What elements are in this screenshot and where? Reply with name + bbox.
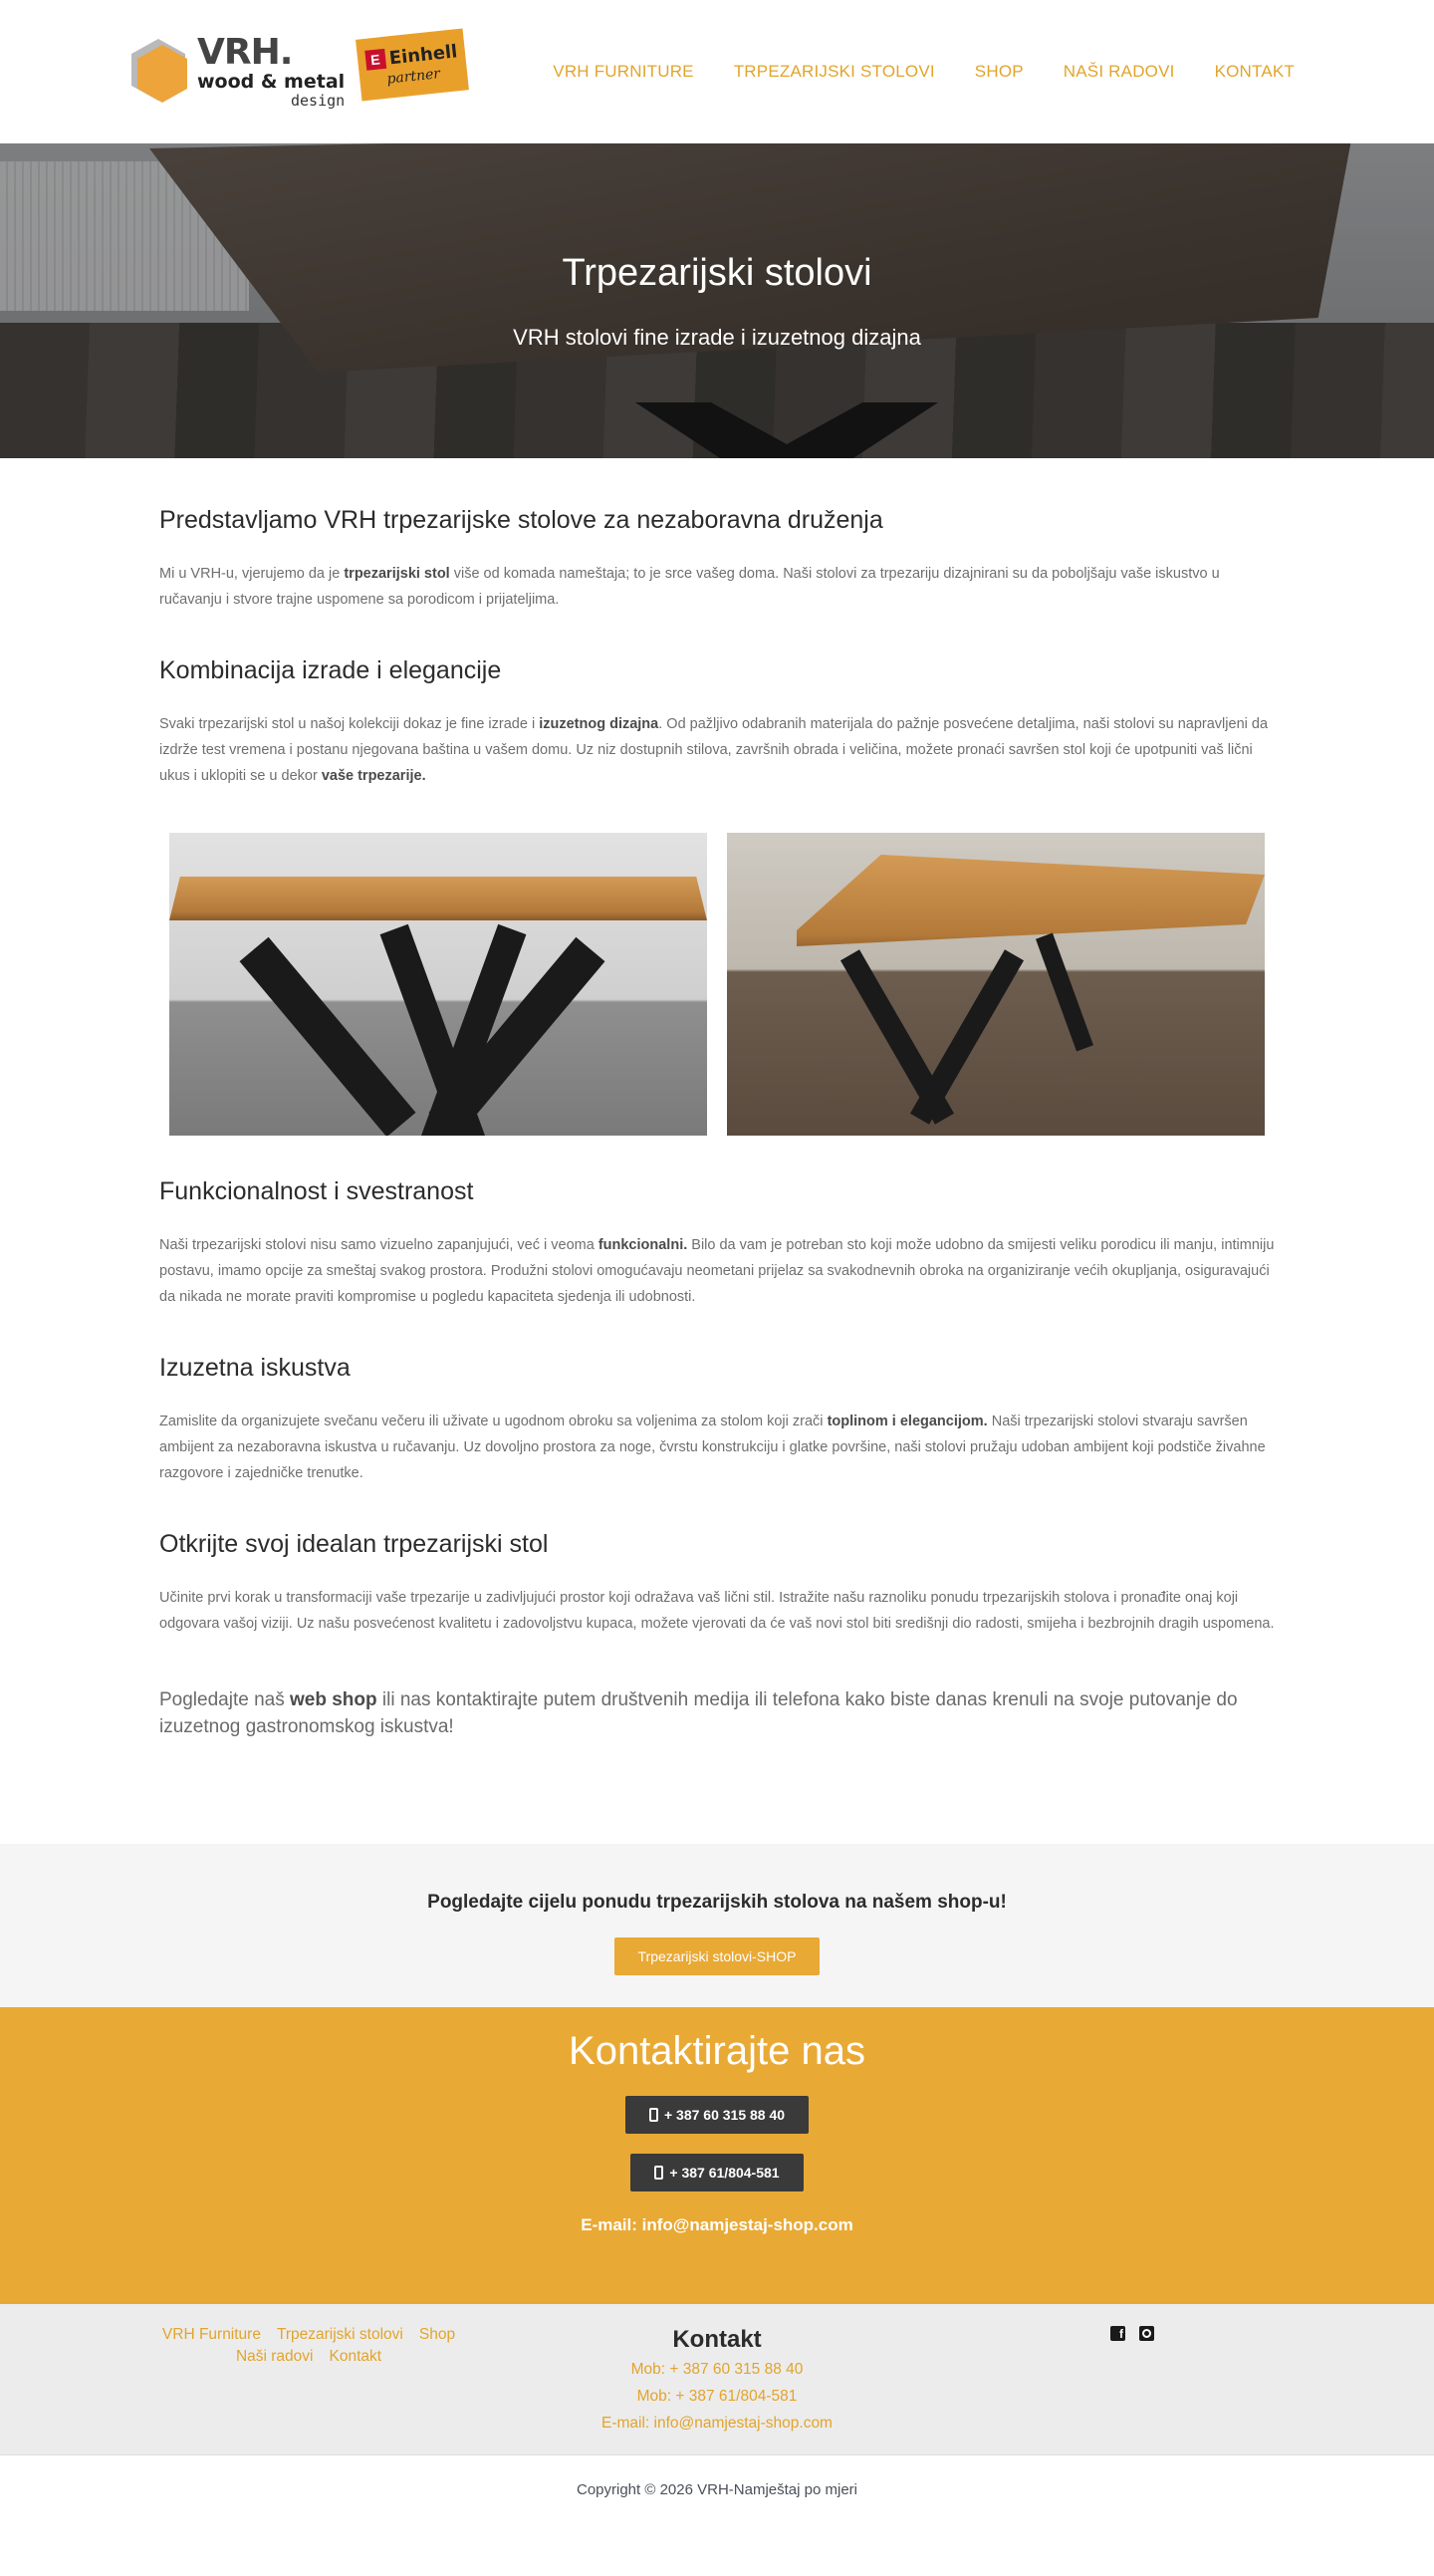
einhell-logo-icon: E [364,49,386,71]
social-links [956,2326,1434,2454]
hero-banner [0,143,1434,458]
footer-mob-2[interactable]: Mob: + 387 61/804-581 [636,2388,798,2405]
main-content [0,458,1434,1810]
product-gallery [159,833,1275,1136]
site-header [0,0,1434,143]
hero-title: Trpezarijski stolovi [562,251,872,294]
section-heading: Otkrijte svoj idealan trpezarijski stol [159,1530,549,1558]
footer-link-shop[interactable]: Shop [418,2326,456,2343]
section-paragraph: Svaki trpezarijski stol u našoj kolekciji dokaz je fine izrade i izuzetnog dizajna. Od pažljivo odabranih materijala do pažnje posvećene detaljima, naši stolovi su napravljeni da izdrže test vremena i postanu njegovana baština u vašem domu. Uz niz dostupnih stilova, završnih obrada i veličina, možete pronaći savršen stol koji će upotpuniti vaš lični ukus i uklopiti se u dekor vaše trpezarije. [159,716,1269,784]
partner-badge [356,29,469,102]
section-paragraph: Učinite prvi korak u transformaciji vaše trpezarije u zadivljujući prostor koji odražava vaš lični stil. Istražite našu raznoliku ponudu trpezarijskih stolova i pronađite onaj koji odgovara vašoj viziji. Uz našu posvećenost kvalitetu i zadovoljstvu kupaca, možete vjerovati da će vaš novi stol biti središnji dio radosti, smijeha i bezbrojnih dragih uspomena. [159,1590,1275,1632]
section-heading: Predstavljamo VRH trpezarijske stolove za nezaboravna druženja [159,506,883,534]
contact-email[interactable]: E-mail: info@namjestaj-shop.com [581,2215,853,2234]
nav-shop[interactable]: SHOP [974,62,1024,81]
phone-button-1[interactable]: + 387 60 315 88 40 [625,2096,809,2134]
section-paragraph: Mi u VRH-u, vjerujemo da je trpezarijski stol više od komada nameštaja; to je srce vašeg doma. Naši stolovi za trpezariju dizajnirani su da poboljšaju vaše iskustvo u ručavanju i stvore trajne uspomene sa porodicom i prijateljima. [159,566,1220,608]
logo-sub: design [290,92,346,110]
footer-link-trpezarijski-stolovi[interactable]: Trpezarijski stolovi [276,2326,403,2343]
section-heading: Izuzetna iskustva [159,1354,351,1382]
mobile-phone-icon [654,2166,663,2180]
phone-button-2[interactable]: + 387 61/804-581 [630,2154,803,2191]
facebook-icon[interactable] [1110,2326,1125,2341]
hexagon-logo-icon [127,37,189,107]
footer-link-vrh-furniture[interactable]: VRH Furniture [161,2326,261,2343]
table-photo-1 [169,833,707,1136]
mobile-phone-icon [649,2108,658,2122]
section-heading: Kombinacija izrade i elegancije [159,656,502,684]
hero-subtitle: VRH stolovi fine izrade i izuzetnog dizajna [513,324,921,350]
section-heading: Funkcionalnost i svestranost [159,1177,474,1205]
callout-text: Pogledajte naš web shop ili nas kontaktirajte putem društvenih medija ili telefona kako biste danas krenuli na svoje putovanje do izuzetnog gastronomskog iskustva! [159,1689,1238,1737]
footer-contact [478,2326,956,2454]
site-logo[interactable] [127,27,466,117]
section-paragraph: Zamislite da organizujete svečanu večeru ili uživate u ugodnom obroku sa voljenima za stolom koji zrači toplinom i elegancijom. Naši trpezarijski stolovi stvaraju savršen ambijent za nezaboravna iskustva u ručavanju. Uz dovoljno prostora za noge, čvrstu konstrukciju i glatke površine, naši stolovi pružaju udoban ambijent koji podstiče živahne razgovore i zajedničke trenutke. [159,1414,1266,1481]
footer-contact-title: Kontakt [672,2326,762,2353]
shop-button[interactable]: Trpezarijski stolovi-SHOP [614,1937,821,1975]
footer-nav [0,2326,478,2454]
nav-kontakt[interactable]: KONTAKT [1214,62,1295,81]
cta-text: Pogledajte cijelu ponudu trpezarijskih stolova na našem shop-u! [427,1892,1007,1913]
web-shop-link[interactable]: web shop [290,1689,377,1710]
partner-label: partner [385,65,441,88]
partner-name: Einhell [387,40,459,69]
section-paragraph: Naši trpezarijski stolovi nisu samo vizuelno zapanjujući, već i veoma funkcionalni. Bilo da vam je potreban sto koji može udobno da smijesti veliku porodicu ili manju, intimniju postavu, imamo opcije za smeštaj svakog prostora. Produžni stolovi omogućavaju neometani prijelaz sa svakodnevnih obroka na organiziranje većih okupljanja, osiguravajući da nikada ne morate praviti kompromise u pogledu kapaciteta sjedenja ili udobnosti. [159,1237,1275,1305]
footer-email[interactable]: E-mail: info@namjestaj-shop.com [601,2415,833,2432]
logo-tagline: wood & metal [197,71,346,93]
instagram-icon[interactable] [1139,2326,1154,2341]
footer-link-kontakt[interactable]: Kontakt [329,2348,382,2365]
nav-nasi-radovi[interactable]: NAŠI RADOVI [1063,62,1175,81]
copyright: Copyright © 2026 VRH-Namještaj po mjeri [0,2455,1434,2523]
footer-mob-1[interactable]: Mob: + 387 60 315 88 40 [630,2361,804,2378]
site-footer [0,2304,1434,2455]
nav-vrh-furniture[interactable]: VRH FURNITURE [553,62,694,81]
contact-section [0,2007,1434,2304]
contact-title: Kontaktirajte nas [569,2029,865,2073]
shop-cta [0,1844,1434,2007]
table-photo-2 [727,833,1265,1136]
logo-wordmark: VRH. [197,32,293,73]
main-nav [553,62,1295,82]
footer-link-nasi-radovi[interactable]: Naši radovi [235,2348,314,2365]
nav-trpezarijski-stolovi[interactable]: TRPEZARIJSKI STOLOVI [733,62,935,81]
